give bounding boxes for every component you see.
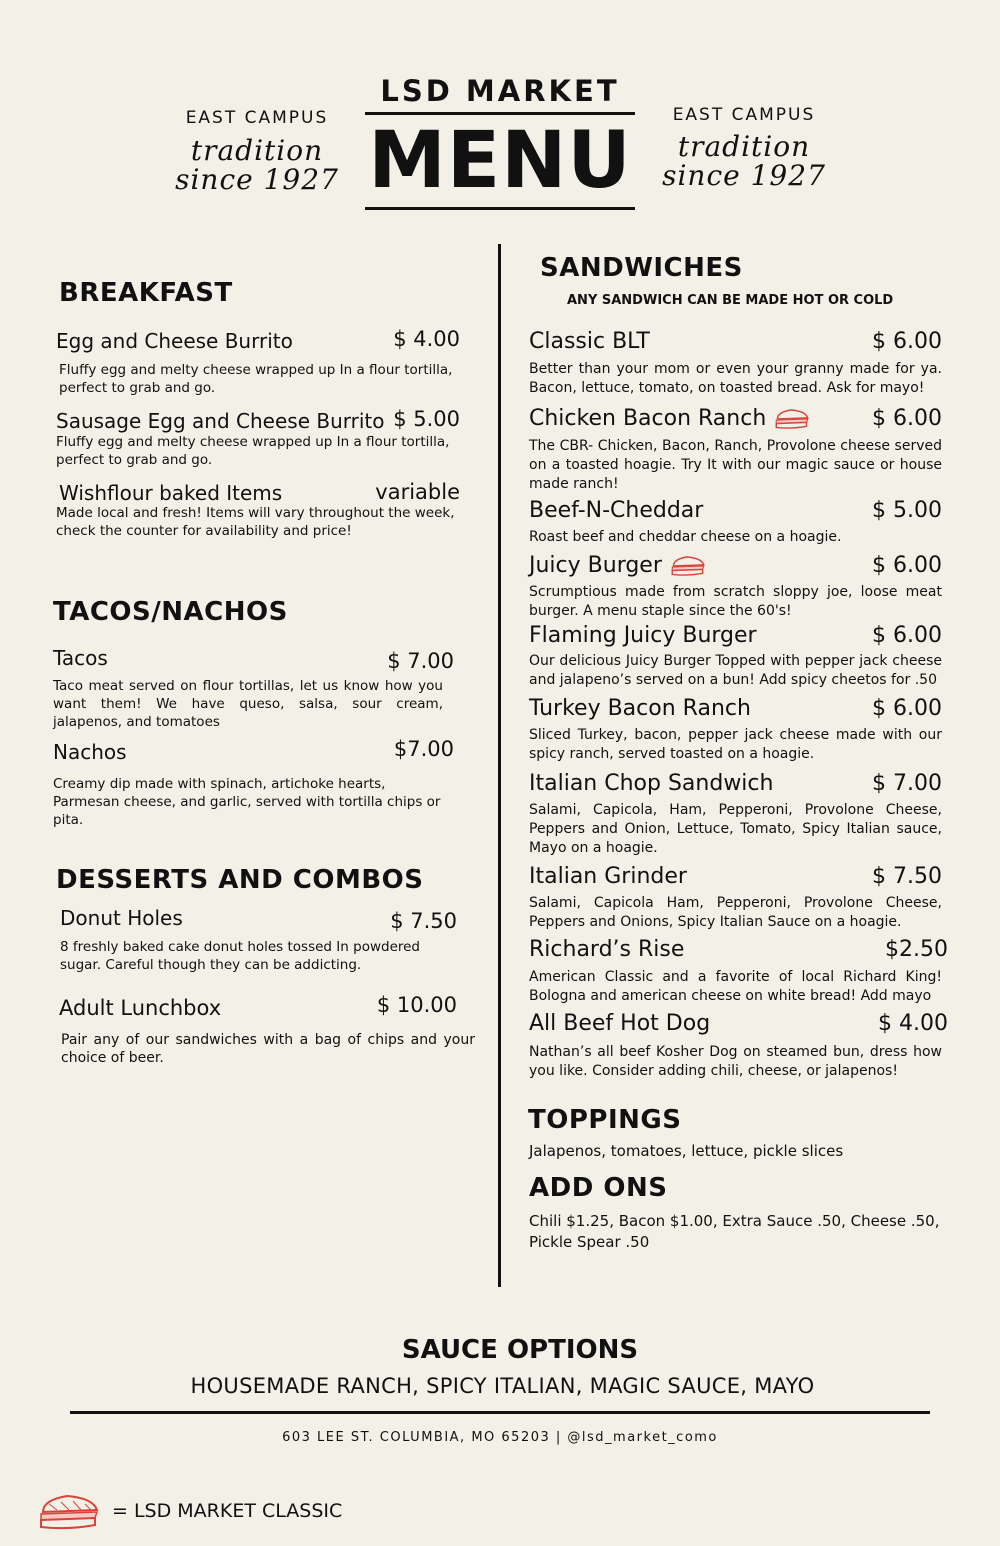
sandwich-name-text: Classic BLT — [529, 329, 650, 354]
sandwich-name-text: Turkey Bacon Ranch — [529, 696, 751, 721]
sandwich-name-text: Beef-N-Cheddar — [529, 498, 704, 523]
breakfast-item-name: Egg and Cheese Burrito — [56, 329, 293, 353]
page-title: MENU — [368, 116, 632, 206]
desserts-item-price: $ 10.00 — [376, 993, 457, 1017]
footer-address: 603 LEE ST. COLUMBIA, MO 65203 | @lsd_market_como — [282, 1430, 718, 1445]
sandwich-name-text: Richard’s Rise — [529, 937, 685, 962]
right-campus-label: EAST CAMPUS — [672, 105, 816, 125]
desserts-heading: DESSERTS AND COMBOS — [56, 865, 424, 895]
breakfast-item-desc: Made local and fresh! Items will vary throughout the week, check the counter for availability and price! — [56, 505, 455, 539]
toppings-text: Jalapenos, tomatoes, lettuce, pickle slices — [529, 1142, 844, 1160]
sandwich-item-price: $ 6.00 — [872, 696, 942, 721]
sandwich-name-text: Flaming Juicy Burger — [529, 623, 757, 648]
sandwich-item-desc: The CBR- Chicken, Bacon, Ranch, Provolone cheese served on a toasted hoagie. Try It with our magic sauce or house made ranch! — [529, 438, 942, 492]
footer-rule — [70, 1411, 930, 1414]
sandwich-item-name — [529, 937, 684, 962]
addons-heading: ADD ONS — [529, 1173, 668, 1203]
breakfast-item-name: Wishflour baked Items — [59, 481, 283, 505]
addons-text: Chili $1.25, Bacon $1.00, Extra Sauce .50, Cheese .50, Pickle Spear .50 — [529, 1212, 940, 1251]
breakfast-item-price: $ 4.00 — [393, 327, 460, 351]
sandwich-item-name — [529, 864, 687, 889]
header-bottom-rule — [365, 207, 635, 210]
tacos-item-desc: Creamy dip made with spinach, artichoke hearts, Parmesan cheese, and garlic, served with tortilla chips or pita. — [53, 776, 441, 828]
sandwich-icon — [774, 407, 810, 431]
sandwich-name-text: All Beef Hot Dog — [529, 1011, 711, 1036]
sandwich-item-name — [529, 406, 810, 431]
sandwich-item-price: $2.50 — [885, 937, 948, 962]
sandwich-item-price: $ 6.00 — [872, 406, 942, 431]
sandwich-item-desc: American Classic and a favorite of local Richard King! Bologna and american cheese on white bread! Add mayo — [529, 969, 942, 1004]
sauce-options-text: HOUSEMADE RANCH, SPICY ITALIAN, MAGIC SAUCE, MAYO — [190, 1374, 815, 1398]
sandwich-item-price: $ 7.50 — [872, 864, 942, 889]
breakfast-item-desc: Fluffy egg and melty cheese wrapped up In a flour tortilla, perfect to grab and go. — [56, 434, 450, 468]
breakfast-item-price: variable — [375, 480, 460, 504]
desserts-item-name: Adult Lunchbox — [59, 996, 222, 1020]
legend-text: = LSD MARKET CLASSIC — [112, 1500, 343, 1522]
tacos-item-price: $7.00 — [393, 737, 454, 761]
sandwich-item-desc: Roast beef and cheddar cheese on a hoagie. — [529, 529, 842, 545]
breakfast-item-name: Sausage Egg and Cheese Burrito — [56, 409, 385, 433]
sandwich-item-name — [529, 498, 703, 523]
sandwich-item-desc: Our delicious Juicy Burger Topped with pepper jack cheese and jalapeno’s served on a bun! Add spicy cheetos for .50 — [529, 653, 942, 688]
sandwich-icon — [37, 1492, 101, 1532]
sandwich-name-text: Italian Grinder — [529, 864, 687, 889]
sandwich-item-name — [529, 553, 706, 578]
sandwich-item-name — [529, 771, 773, 796]
sandwich-item-desc: Better than your mom or even your granny made for ya. Bacon, lettuce, tomato, on toasted bread. Ask for mayo! — [529, 361, 942, 396]
left-tagline-line2: since 1927 — [175, 163, 339, 196]
sandwich-item-price: $ 6.00 — [872, 623, 942, 648]
desserts-item-price: $ 7.50 — [390, 909, 457, 933]
breakfast-heading: BREAKFAST — [59, 278, 233, 308]
sandwiches-subheading: ANY SANDWICH CAN BE MADE HOT OR COLD — [567, 293, 894, 308]
sandwich-item-price: $ 6.00 — [872, 329, 942, 354]
tacos-item-name: Tacos — [53, 646, 108, 670]
sandwich-item-desc: Sliced Turkey, bacon, pepper jack cheese made with our spicy ranch, served toasted on a hoagie. — [529, 727, 942, 762]
desserts-item-desc: Pair any of our sandwiches with a bag of chips and your choice of beer. — [61, 1032, 475, 1066]
left-campus-label: EAST CAMPUS — [185, 108, 329, 128]
sandwich-name-text: Juicy Burger — [529, 553, 662, 578]
brand-name: LSD MARKET — [380, 74, 620, 108]
sandwich-item-desc: Nathan’s all beef Kosher Dog on steamed bun, dress how you like. Consider adding chili, cheese, or jalapenos! — [529, 1044, 942, 1079]
tacos-item-desc: Taco meat served on flour tortillas, let us know how you want them! We have queso, salsa, sour cream, jalapenos, and tomatoes — [53, 678, 443, 730]
tacos-item-price: $ 7.00 — [387, 649, 454, 673]
sandwich-item-name — [529, 329, 650, 354]
column-divider — [498, 244, 501, 1287]
tacos-heading: TACOS/NACHOS — [53, 597, 288, 627]
sandwich-item-name — [529, 1011, 710, 1036]
left-tagline-line1: tradition — [190, 134, 324, 167]
right-tagline-line2: since 1927 — [662, 159, 826, 192]
sandwich-item-desc: Scrumptious made from scratch sloppy joe, loose meat burger. A menu staple since the 60's! — [529, 584, 942, 619]
sandwich-item-desc: Salami, Capicola, Ham, Pepperoni, Provolone Cheese, Peppers and Onion, Lettuce, Tomato, Spicy Italian sauce, Mayo on a hoagie. — [529, 802, 942, 856]
sandwich-item-price: $ 4.00 — [878, 1011, 948, 1036]
desserts-item-name: Donut Holes — [60, 906, 183, 930]
sandwich-item-desc: Salami, Capicola Ham, Pepperoni, Provolone Cheese, Peppers and Onions, Spicy Italian Sauce on a hoagie. — [529, 895, 942, 930]
sandwich-item-name — [529, 623, 757, 648]
sandwich-item-name — [529, 696, 751, 721]
sandwich-icon — [670, 554, 706, 578]
sandwich-item-price: $ 6.00 — [872, 553, 942, 578]
header-top-rule — [365, 112, 635, 115]
sandwich-item-price: $ 7.00 — [872, 771, 942, 796]
breakfast-item-price: $ 5.00 — [393, 407, 460, 431]
sandwiches-heading: SANDWICHES — [540, 253, 743, 283]
tacos-item-name: Nachos — [53, 740, 127, 764]
toppings-heading: TOPPINGS — [528, 1105, 682, 1135]
sandwich-item-price: $ 5.00 — [872, 498, 942, 523]
breakfast-item-desc: Fluffy egg and melty cheese wrapped up In a flour tortilla, perfect to grab and go. — [59, 362, 453, 396]
sandwich-name-text: Chicken Bacon Ranch — [529, 406, 767, 431]
sandwich-name-text: Italian Chop Sandwich — [529, 771, 774, 796]
desserts-item-desc: 8 freshly baked cake donut holes tossed In powdered sugar. Careful though they can be addicting. — [60, 939, 420, 973]
sauce-heading: SAUCE OPTIONS — [401, 1335, 639, 1365]
right-tagline-line1: tradition — [677, 130, 811, 163]
